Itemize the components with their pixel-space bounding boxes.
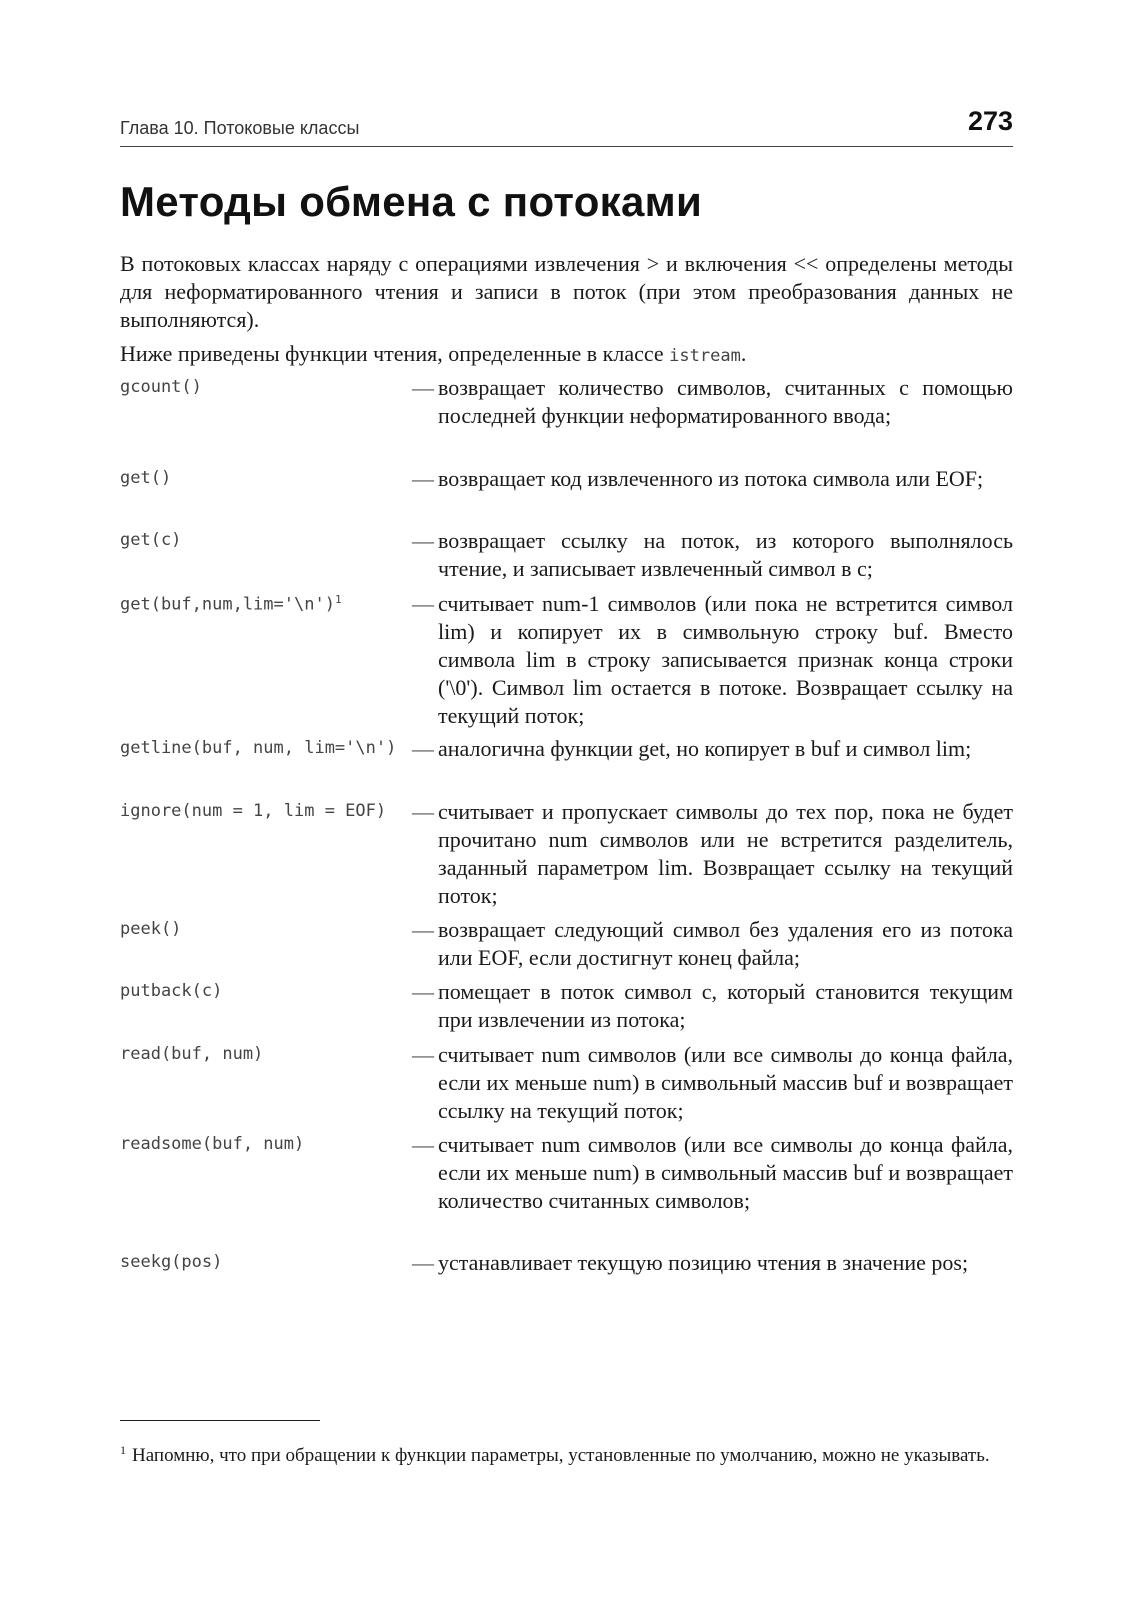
dash: — — [412, 1132, 434, 1157]
function-name: getline(buf, num, lim='\n') — [120, 738, 397, 758]
intro-paragraph: В потоковых классах наряду с операциями извлечения > и включения << определены методы для неформатированного чтения и записи в поток (при этом преобразования данных не выполняются). — [120, 251, 1013, 332]
function-name: get(c) — [120, 530, 182, 550]
function-description: возвращает следующий символ без удаления его из потока или EOF, если достигнут конец файла; — [438, 917, 1013, 970]
function-description: возвращает количество символов, считанных с помощью последней функции неформатированного ввода; — [438, 375, 1013, 428]
function-description: аналогична функции get, но копирует в buf и символ lim; — [438, 736, 972, 761]
function-name: putback(c) — [120, 981, 223, 1001]
dash: — — [412, 528, 434, 553]
footnote-divider — [120, 1420, 320, 1421]
footnote-mark: 1 — [120, 1442, 126, 1457]
function-description: возвращает ссылку на поток, из которого выполнялось чтение, и записывает извлеченный символ в с; — [438, 528, 1013, 581]
function-description: считывает num-1 символов (или пока не встретится символ lim) и копирует их в символьную строку buf. Вместо символа lim в строку записывается признак конца строки ('\0'). Символ lim остается в потоке. Возвращает ссылку на текущий поток; — [438, 591, 1013, 728]
footnote-ref: 1 — [334, 593, 342, 606]
running-header — [120, 106, 1013, 147]
chapter-title: Глава 10. Потоковые классы — [120, 118, 360, 138]
function-name: get() — [120, 468, 172, 488]
dash: — — [412, 736, 434, 761]
lead-code: istream — [669, 346, 741, 366]
dash: — — [412, 1250, 434, 1275]
footnote-text: Напомню, что при обращении к функции параметры, установленные по умолчанию, можно не указывать. — [132, 1445, 990, 1466]
section-title: Методы обмена с потоками — [120, 178, 703, 225]
lead-end: . — [740, 341, 747, 366]
page-number: 273 — [967, 106, 1013, 136]
dash: — — [412, 917, 434, 942]
lead-paragraph — [120, 340, 746, 370]
function-name: gcount() — [120, 377, 202, 397]
dash: — — [412, 591, 434, 616]
function-description: помещает в поток символ с, который становится текущим при извлечении из потока; — [438, 979, 1013, 1032]
function-name: seekg(pos) — [120, 1252, 223, 1272]
dash: — — [412, 799, 434, 824]
function-name: ignore(num = 1, lim = EOF) — [120, 801, 387, 821]
function-name — [120, 593, 342, 615]
function-name: peek() — [120, 919, 182, 939]
function-description: считывает и пропускает символы до тех пор, пока не будет прочитано num символов или не встретится разделитель, заданный параметром lim. Возвращает ссылку на текущий поток; — [438, 799, 1013, 908]
footnote — [120, 1443, 1013, 1468]
lead-text: Ниже приведены функции чтения, определенные в классе — [120, 341, 670, 366]
dash: — — [412, 1042, 434, 1067]
function-description: возвращает код извлеченного из потока символа или EOF; — [438, 466, 984, 491]
function-description: считывает num символов (или все символы до конца файла, если их меньше num) в символьный массив buf и возвращает ссылку на текущий поток; — [438, 1042, 1013, 1123]
dash: — — [412, 979, 434, 1004]
dash: — — [412, 466, 434, 491]
function-name: readsome(buf, num) — [120, 1134, 305, 1154]
function-description: считывает num символов (или все символы до конца файла, если их меньше num) в символьный массив buf и возвращает количество считанных символов; — [438, 1132, 1013, 1213]
function-description: устанавливает текущую позицию чтения в значение pos; — [438, 1250, 969, 1275]
function-name: read(buf, num) — [120, 1044, 264, 1064]
dash: — — [412, 375, 434, 400]
function-name-text: get(buf,num,lim='\n') — [120, 594, 335, 615]
